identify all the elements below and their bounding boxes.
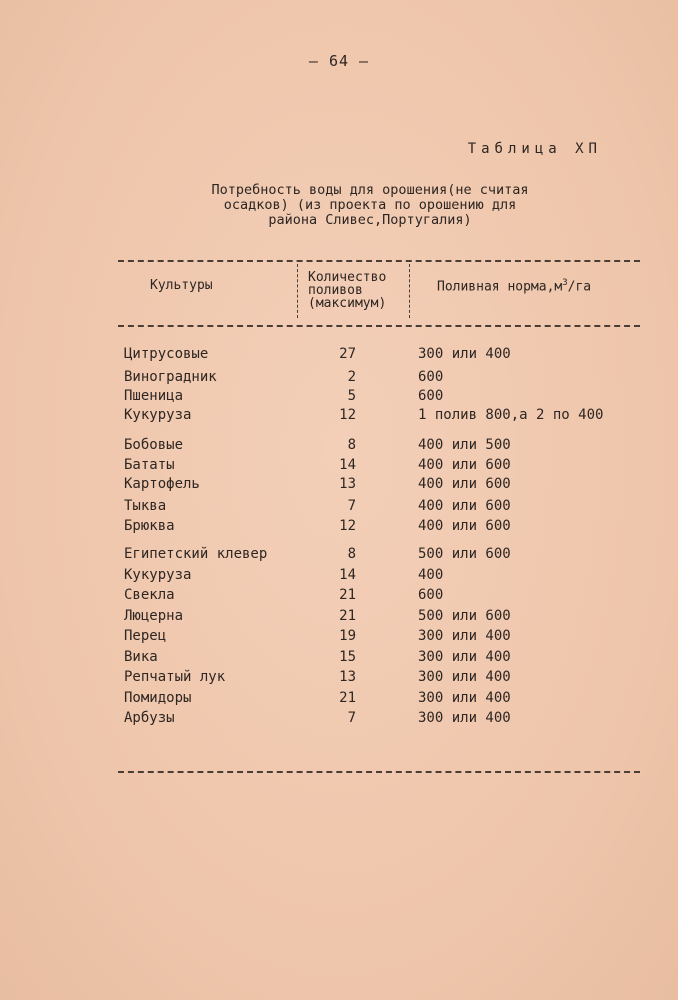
- cell-crop: Кукуруза: [124, 407, 192, 423]
- header-count-line-3: (максимум): [308, 296, 387, 311]
- cell-crop: Бобовые: [124, 437, 184, 453]
- cell-crop: Бататы: [124, 457, 175, 473]
- cell-crop: Люцерна: [124, 608, 184, 624]
- cell-count: 21: [339, 608, 356, 624]
- table-bottom-rule: [118, 771, 640, 773]
- cell-norm: 300 или 400: [418, 649, 511, 665]
- cell-count: 15: [339, 649, 356, 665]
- table-row: [0, 496, 678, 516]
- header-count-line-2: поливов: [308, 283, 363, 298]
- cell-norm: 400: [418, 567, 444, 583]
- table-row: [0, 647, 678, 667]
- cell-norm: 300 или 400: [418, 669, 511, 685]
- cell-norm: 600: [418, 369, 444, 385]
- cell-norm: 400 или 500: [418, 437, 511, 453]
- caption-line-3: района Сливес,Португалия): [268, 212, 472, 228]
- cell-crop: Цитрусовые: [124, 346, 209, 362]
- column-separator-right: [409, 264, 410, 318]
- cell-crop: Брюква: [124, 518, 175, 534]
- table-row: [0, 688, 678, 708]
- table-row: [0, 516, 678, 536]
- cell-crop: Репчатый лук: [124, 669, 226, 685]
- table-row: [0, 544, 678, 564]
- cell-norm: 300 или 400: [418, 690, 511, 706]
- header-norm-suffix: /га: [567, 279, 592, 295]
- table-row: [0, 565, 678, 585]
- caption-line-1: Потребность воды для орошения(не считая: [211, 182, 529, 198]
- cell-count: 2: [347, 369, 356, 385]
- cell-norm: 400 или 600: [418, 518, 511, 534]
- cell-crop: Свекла: [124, 587, 175, 603]
- table-row: [0, 405, 678, 425]
- table-row: [0, 606, 678, 626]
- caption-line-2: осадков) (из проекта по орошению для: [223, 197, 517, 213]
- header-count: [308, 271, 386, 310]
- cell-count: 8: [347, 546, 356, 562]
- cell-count: 12: [339, 407, 356, 423]
- cell-norm: 300 или 400: [418, 346, 511, 362]
- header-norm-sup: 3: [562, 278, 568, 288]
- table-row: [0, 626, 678, 646]
- cell-crop: Египетский клевер: [124, 546, 268, 562]
- cell-norm: 300 или 400: [418, 628, 511, 644]
- cell-count: 12: [339, 518, 356, 534]
- cell-norm: 400 или 600: [418, 476, 511, 492]
- table-caption: [150, 183, 590, 228]
- table-row: [0, 386, 678, 406]
- cell-crop: Пшеница: [124, 388, 184, 404]
- cell-count: 21: [339, 587, 356, 603]
- table-top-rule: [118, 260, 640, 262]
- cell-norm: 300 или 400: [418, 710, 511, 726]
- cell-norm: 600: [418, 388, 444, 404]
- cell-crop: Тыква: [124, 498, 167, 514]
- cell-count: 5: [347, 388, 356, 404]
- cell-crop: Виноградник: [124, 369, 217, 385]
- cell-count: 7: [347, 710, 356, 726]
- cell-count: 21: [339, 690, 356, 706]
- cell-norm: 1 полив 800,а 2 по 400: [418, 407, 604, 423]
- table-row: [0, 585, 678, 605]
- cell-count: 8: [347, 437, 356, 453]
- table-row: [0, 455, 678, 475]
- cell-crop: Картофель: [124, 476, 200, 492]
- cell-crop: Арбузы: [124, 710, 175, 726]
- cell-crop: Помидоры: [124, 690, 192, 706]
- cell-count: 13: [339, 669, 356, 685]
- cell-norm: 600: [418, 587, 444, 603]
- cell-count: 13: [339, 476, 356, 492]
- cell-count: 14: [339, 457, 356, 473]
- cell-count: 14: [339, 567, 356, 583]
- column-separator-left: [297, 264, 298, 318]
- header-norm: [437, 277, 591, 293]
- table-label: Таблица XП: [467, 141, 602, 157]
- cell-count: 27: [339, 346, 356, 362]
- header-crop: Культуры: [150, 278, 213, 293]
- cell-count: 19: [339, 628, 356, 644]
- table-row: [0, 435, 678, 455]
- table-row: [0, 667, 678, 687]
- header-count-line-1: Количество: [308, 270, 387, 285]
- table-row: [0, 708, 678, 728]
- cell-norm: 500 или 600: [418, 546, 511, 562]
- cell-crop: Перец: [124, 628, 167, 644]
- cell-crop: Вика: [124, 649, 158, 665]
- cell-norm: 400 или 600: [418, 498, 511, 514]
- table-row: [0, 474, 678, 494]
- cell-norm: 400 или 600: [418, 457, 511, 473]
- cell-crop: Кукуруза: [124, 567, 192, 583]
- cell-norm: 500 или 600: [418, 608, 511, 624]
- cell-count: 7: [347, 498, 356, 514]
- header-norm-prefix: Поливная норма,м: [437, 279, 563, 295]
- table-row: [0, 344, 678, 364]
- page-number: — 64 —: [308, 52, 370, 70]
- table-row: [0, 367, 678, 387]
- header-bottom-rule: [118, 325, 640, 327]
